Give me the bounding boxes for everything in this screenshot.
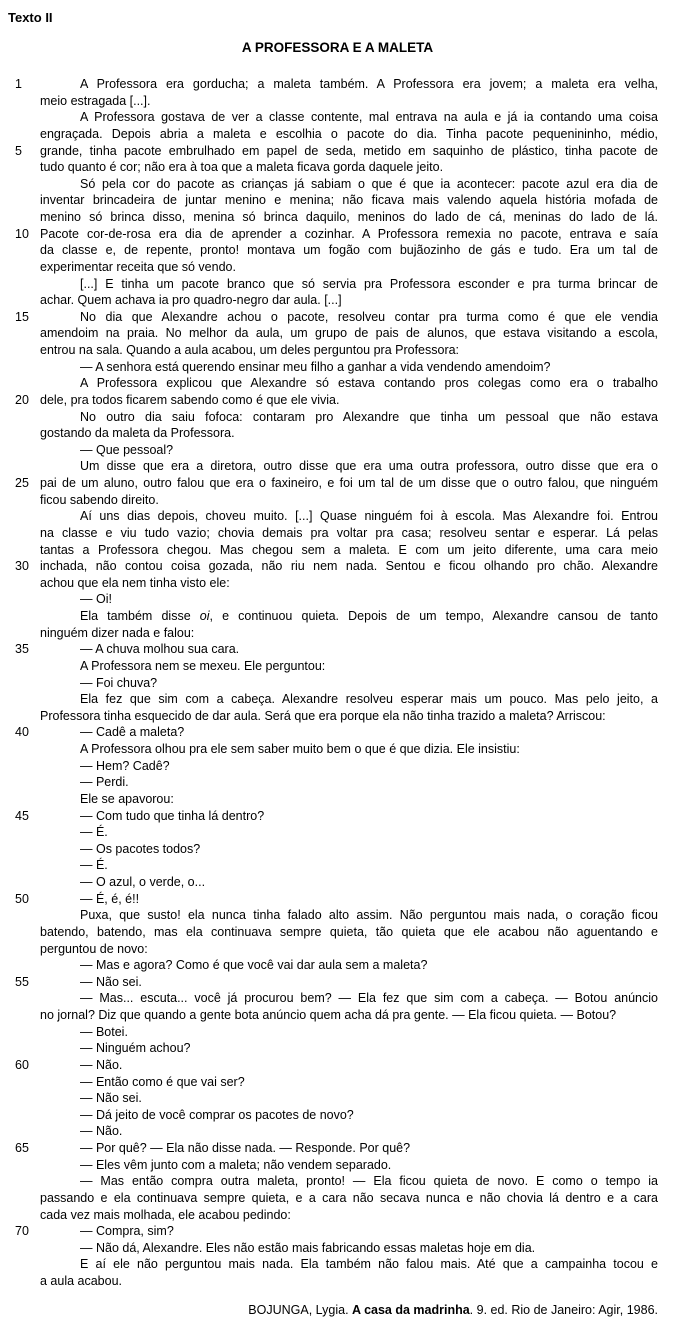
line-number: [0, 342, 40, 359]
line-number: 20: [15, 392, 29, 407]
text-line: [0, 1024, 675, 1041]
line-text: achou que ela nem tinha visto ele:: [40, 575, 230, 590]
line-number: [0, 1273, 40, 1290]
line-number: [0, 957, 40, 974]
citation-edition: . 9. ed. Rio de Janeiro: Agir, 1986.: [469, 1302, 658, 1317]
line-text: no jornal? Diz que quando a gente bota anúncio quem acha dá pra gente. — Ela ficou quieta. — Botou?: [40, 1008, 617, 1022]
line-number: [0, 192, 40, 209]
line-text: Puxa, que susto! ela nunca tinha falado alto assim. Não perguntou mais nada, o coração ficou: [80, 908, 658, 923]
line-text: dele, pra todos ficarem sabendo como é que ele vivia.: [40, 392, 340, 407]
line-text: A Professora gostava de ver a classe contente, mal entrava na aula e já ia contando uma coisa: [80, 110, 658, 125]
line-text: ficou sabendo direito.: [40, 492, 159, 507]
line-text: — É.: [80, 858, 108, 873]
line-text: — Mas e agora? Como é que você vai dar aula sem a maleta?: [80, 958, 428, 973]
text-line: [0, 758, 675, 775]
line-text: A Professora nem se mexeu. Ele perguntou:: [80, 658, 326, 673]
text-line: [0, 392, 675, 409]
text-line: [0, 791, 675, 808]
line-text: — Que pessoal?: [80, 442, 174, 457]
line-text: pai de um aluno, outro falou que era o faxineiro, e foi um tal de um disse que o outro falou, que ninguém: [40, 476, 658, 490]
line-text: — Não.: [80, 1124, 123, 1139]
line-text: No outro dia saiu fofoca: contaram pro Alexandre que tinha um pessoal que não estava: [80, 409, 658, 424]
line-number: 35: [15, 642, 29, 657]
line-text: — Então como é que vai ser?: [80, 1074, 245, 1089]
line-text: — Eles vêm junto com a maleta; não vendem separado.: [80, 1157, 392, 1172]
line-number: [0, 1190, 40, 1207]
line-number: [0, 924, 40, 941]
line-text: — Não.: [80, 1057, 123, 1072]
line-number: [0, 375, 40, 392]
line-text: grande, tinha pacote embrulhado em papel de seda, metido em saquinho de plástico, tinha pacote de: [40, 143, 658, 158]
line-number: [0, 508, 40, 525]
line-text: — Mas então compra outra maleta, pronto! — Ela ficou quieta de novo. E como o tempo ia: [80, 1174, 658, 1189]
line-number: [0, 442, 40, 459]
line-text: experimentar receita que só vendo.: [40, 259, 236, 274]
line-text: na classe e viu tudo vazio; chovia demais pra voltar pra casa; resolveu sentar e esperar. Lá pelas: [40, 525, 658, 540]
line-text: Professora tinha esquecido de dar aula. Será que era porque ela não tinha trazido a maleta? Arriscou:: [40, 708, 606, 723]
line-number: [0, 1107, 40, 1124]
text-line: [0, 824, 675, 841]
line-number: 25: [15, 476, 29, 490]
text-line: [0, 575, 675, 592]
line-number: [0, 1007, 40, 1024]
text-line: [0, 475, 675, 492]
line-number: [0, 691, 40, 708]
line-number: 60: [15, 1057, 29, 1072]
line-text: Ele se apavorou:: [80, 791, 174, 806]
line-text: A Professora era gorducha; a maleta também. A Professora era jovem; a maleta era velha,: [80, 77, 658, 91]
line-text: inventar brincadeira de juntar menino e menina; não ficava mais valendo aquela história mofada de: [40, 193, 658, 208]
line-text: cada vez mais molhada, ele acabou pedindo:: [40, 1207, 291, 1222]
line-text: Um disse que era a diretora, outro disse que era uma outra professora, outro disse que era o: [80, 459, 658, 474]
line-text: a aula acabou.: [40, 1274, 123, 1288]
line-number: 15: [15, 309, 29, 324]
text-line: [0, 375, 675, 392]
text-line: [0, 774, 675, 791]
line-text: — Cadê a maleta?: [80, 725, 185, 740]
text-line: [0, 1256, 675, 1273]
line-text: Pacote cor-de-rosa era dia de aprender a cozinhar. A Professora remexia no pacote, entrava e saía: [40, 226, 658, 241]
line-text: — Não dá, Alexandre. Eles não estão mais fabricando essas maletas hoje em dia.: [80, 1240, 536, 1255]
text-line: [0, 941, 675, 958]
section-label: Texto II: [8, 10, 53, 25]
text-line: [0, 76, 675, 93]
text-line: [0, 658, 675, 675]
text-line: [0, 1107, 675, 1124]
line-text: batendo, batendo, mas ela continuava sempre quieta, tão quieta que ele acabou não aguentando e: [40, 924, 658, 939]
line-number: [0, 708, 40, 725]
text-line: [0, 309, 675, 326]
text-line: [0, 325, 675, 342]
citation-author: BOJUNGA, Lygia.: [248, 1302, 353, 1317]
text-line: [0, 1273, 675, 1290]
line-number: 50: [15, 891, 29, 906]
line-number: [0, 758, 40, 775]
text-line: [0, 259, 675, 276]
text-line: [0, 641, 675, 658]
line-text: ninguém dizer nada e falou:: [40, 625, 195, 640]
text-line: [0, 542, 675, 559]
line-number: [0, 126, 40, 143]
line-number: [0, 675, 40, 692]
line-text: — Perdi.: [80, 775, 129, 790]
text-line: [0, 1123, 675, 1140]
line-number: 65: [15, 1141, 29, 1155]
line-text: — Os pacotes todos?: [80, 841, 201, 856]
line-text: engraçada. Depois abria a maleta e escolhia o pacote do dia. Tinha pacote pequenininho, médio,: [40, 126, 658, 141]
line-text: — É.: [80, 825, 108, 840]
line-number: [0, 542, 40, 559]
text-line: [0, 957, 675, 974]
text-line: [0, 109, 675, 126]
line-number: [0, 209, 40, 226]
line-text: — Botei.: [80, 1024, 128, 1039]
text-line: [0, 1240, 675, 1257]
text-line: [0, 808, 675, 825]
text-line: [0, 1223, 675, 1240]
line-number: [0, 292, 40, 309]
line-text: da classe e, de repente, pronto! montava um fogão com bujãozinho de gás e tudo. Era um tal de: [40, 243, 658, 258]
line-text: — É, é, é!!: [80, 891, 140, 906]
text-line: [0, 93, 675, 110]
text-line: [0, 1040, 675, 1057]
line-text: — Por quê? — Ela não disse nada. — Responde. Por quê?: [80, 1141, 411, 1155]
text-body: [0, 76, 675, 1290]
line-number: 55: [15, 974, 29, 989]
line-number: [0, 741, 40, 758]
line-number: [0, 1090, 40, 1107]
text-line: [0, 1074, 675, 1091]
citation: [0, 1302, 675, 1318]
line-number: [0, 658, 40, 675]
text-line: [0, 409, 675, 426]
line-text: — Hem? Cadê?: [80, 758, 170, 773]
line-number: [0, 625, 40, 642]
text-line: [0, 359, 675, 376]
text-line: [0, 691, 675, 708]
line-number: [0, 276, 40, 293]
line-text: — Não sei.: [80, 974, 142, 989]
line-text: menino só brinca disso, menina só brinca daquilo, meninos do lado de cá, meninas do lado de lá.: [40, 210, 658, 224]
line-text: perguntou de novo:: [40, 941, 148, 956]
line-text: Só pela cor do pacote as crianças já sabiam o que é que ia acontecer: pacote azul era dia de: [80, 176, 658, 191]
line-number: [0, 109, 40, 126]
line-text: passando e ela continuava sempre quieta, e a cara não secava nunca e não chovia lá dentro e a cara: [40, 1190, 658, 1205]
line-text: amendoim na praia. No melhor da aula, um grupo de pais de alunos, que estava visitando a escola,: [40, 326, 658, 341]
text-line: [0, 1190, 675, 1207]
text-line: [0, 1173, 675, 1190]
text-line: [0, 1090, 675, 1107]
line-number: [0, 1256, 40, 1273]
line-number: [0, 608, 40, 625]
line-text: E aí ele não perguntou mais nada. Ela também não falou mais. Até que a campainha tocou e: [80, 1257, 658, 1272]
line-number: [0, 492, 40, 509]
text-line: [0, 907, 675, 924]
text-line: [0, 741, 675, 758]
line-number: [0, 1173, 40, 1190]
line-number: [0, 591, 40, 608]
text-line: [0, 226, 675, 243]
line-text: — Foi chuva?: [80, 675, 158, 690]
text-line: [0, 675, 675, 692]
line-number: [0, 791, 40, 808]
line-number: [0, 159, 40, 176]
line-number: [0, 1240, 40, 1257]
line-text: tudo quanto é cor; não era à toa que a maleta ficava gorda daquele jeito.: [40, 160, 444, 175]
text-line: [0, 143, 675, 160]
line-number: [0, 1123, 40, 1140]
line-number: 5: [15, 143, 22, 158]
line-number: [0, 1040, 40, 1057]
line-number: [0, 824, 40, 841]
line-number: [0, 774, 40, 791]
line-number: [0, 841, 40, 858]
text-line: [0, 1057, 675, 1074]
line-number: [0, 325, 40, 342]
text-line: [0, 209, 675, 226]
text-line: [0, 891, 675, 908]
line-number: [0, 1207, 40, 1224]
line-number: [0, 907, 40, 924]
text-line: [0, 508, 675, 525]
line-text: — Ninguém achou?: [80, 1041, 191, 1056]
line-number: [0, 359, 40, 376]
line-number: [0, 874, 40, 891]
text-line: [0, 608, 675, 625]
line-text: No dia que Alexandre achou o pacote, resolveu contar pra turma como é que ele vendia: [80, 309, 658, 324]
text-line: [0, 558, 675, 575]
text-line: [0, 591, 675, 608]
line-number: 40: [15, 725, 29, 740]
line-text: — Dá jeito de você comprar os pacotes de novo?: [80, 1107, 354, 1122]
line-number: [0, 259, 40, 276]
text-line: [0, 625, 675, 642]
line-text: — Compra, sim?: [80, 1224, 174, 1239]
text-line: [0, 874, 675, 891]
text-line: [0, 276, 675, 293]
line-number: 30: [15, 559, 29, 574]
text-line: [0, 292, 675, 309]
line-text: entrou na sala. Quando a aula acabou, um deles perguntou pra Professora:: [40, 343, 460, 357]
line-text: — Mas... escuta... você já procurou bem? — Ela fez que sim com a cabeça. — Botou anúncio: [80, 991, 658, 1006]
text-line: [0, 442, 675, 459]
line-text: Ela também disse oi, e continuou quieta. Depois de um tempo, Alexandre cansou de tanto: [80, 609, 658, 623]
line-text: — Oi!: [80, 592, 112, 607]
text-line: [0, 974, 675, 991]
text-line: [0, 724, 675, 741]
text-line: [0, 492, 675, 509]
citation-book-title: A casa da madrinha: [352, 1302, 470, 1317]
line-text: A Professora explicou que Alexandre só estava contando pros colegas como era o trabalho: [80, 376, 658, 391]
text-line: [0, 126, 675, 143]
line-number: [0, 409, 40, 426]
line-text: — Não sei.: [80, 1091, 142, 1106]
text-line: [0, 1007, 675, 1024]
line-text: — A senhora está querendo ensinar meu filho a ganhar a vida vendendo amendoim?: [80, 359, 551, 374]
line-text: Aí uns dias depois, choveu muito. [...] Quase ninguém foi à escola. Mas Alexandre foi. Entrou: [80, 509, 658, 524]
text-line: [0, 708, 675, 725]
line-text: gostando da maleta da Professora.: [40, 426, 235, 441]
text-line: [0, 1140, 675, 1157]
line-number: [0, 93, 40, 110]
line-number: [0, 242, 40, 259]
line-text: — A chuva molhou sua cara.: [80, 642, 240, 657]
text-line: [0, 525, 675, 542]
line-number: [0, 575, 40, 592]
line-number: [0, 1024, 40, 1041]
line-number: [0, 941, 40, 958]
line-number: [0, 525, 40, 542]
line-text: — O azul, o verde, o...: [80, 875, 206, 889]
text-line: [0, 990, 675, 1007]
line-number: [0, 1157, 40, 1174]
text-line: [0, 176, 675, 193]
line-number: [0, 990, 40, 1007]
text-line: [0, 1207, 675, 1224]
text-line: [0, 458, 675, 475]
line-text: meio estragada [...].: [40, 93, 151, 108]
line-text: [...] E tinha um pacote branco que só servia pra Professora esconder e pra turma brincar de: [80, 276, 658, 291]
line-number: 70: [15, 1224, 29, 1239]
line-number: [0, 176, 40, 193]
line-number: [0, 857, 40, 874]
text-line: [0, 159, 675, 176]
text-line: [0, 841, 675, 858]
text-line: [0, 242, 675, 259]
page-title: A PROFESSORA E A MALETA: [241, 40, 434, 55]
line-number: [0, 425, 40, 442]
text-line: [0, 857, 675, 874]
line-text: achar. Quem achava ia pro quadro-negro dar aula. [...]: [40, 293, 342, 308]
text-line: [0, 342, 675, 359]
text-line: [0, 192, 675, 209]
line-text: A Professora olhou pra ele sem saber muito bem o que é que dizia. Ele insistiu:: [80, 742, 520, 756]
line-number: 10: [15, 226, 29, 241]
text-line: [0, 924, 675, 941]
line-text: Ela fez que sim com a cabeça. Alexandre resolveu esperar mais um pouco. Mas pelo jeito, a: [80, 692, 658, 707]
line-number: [0, 458, 40, 475]
line-number: 45: [15, 808, 29, 823]
text-line: [0, 425, 675, 442]
line-text: inchada, não contou coisa gozada, não riu nem nada. Sentou e ficou olhando pro chão. Alexandre: [40, 559, 658, 574]
line-number: 1: [15, 77, 22, 91]
line-text: — Com tudo que tinha lá dentro?: [80, 808, 265, 823]
line-number: [0, 1074, 40, 1091]
line-text: tantas a Professora chegou. Mas chegou sem a maleta. E com um jeito diferente, uma cara meio: [40, 542, 658, 557]
text-line: [0, 1157, 675, 1174]
